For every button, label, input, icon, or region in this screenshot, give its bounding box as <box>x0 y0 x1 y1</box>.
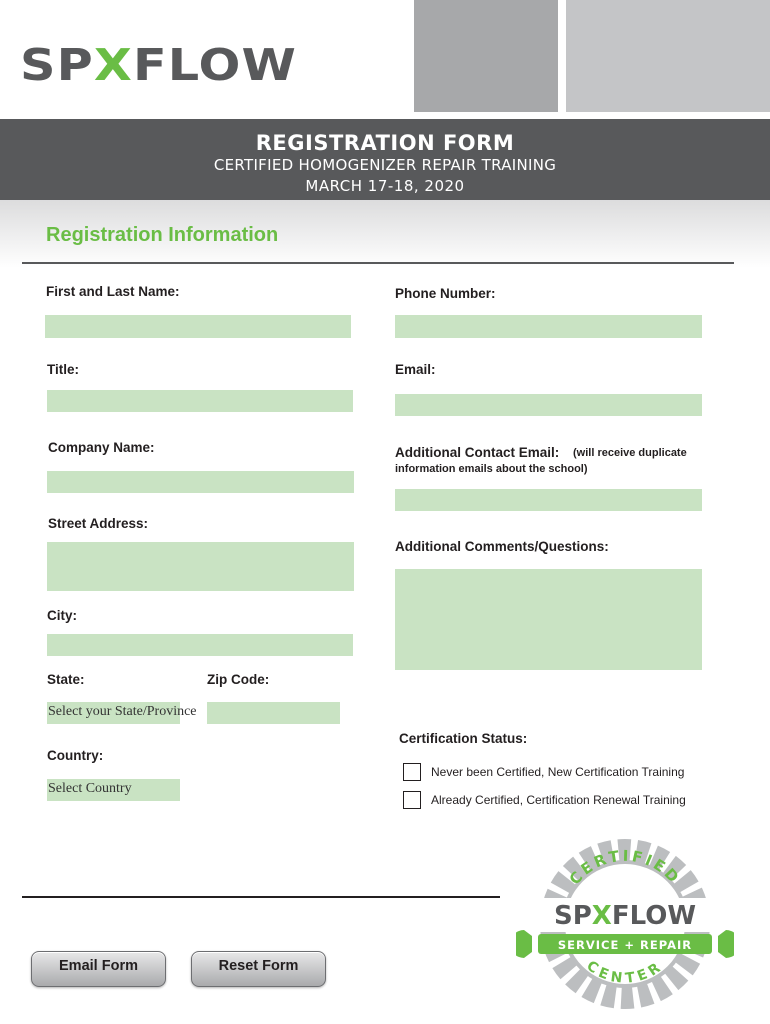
wrench-right-icon <box>718 930 734 958</box>
zip-field[interactable] <box>207 702 340 724</box>
header-gray-block-left <box>414 0 558 112</box>
badge-arc-top: CERTIFIED <box>565 846 685 889</box>
form-title: REGISTRATION FORM <box>255 131 515 155</box>
zip-label: Zip Code: <box>207 672 270 687</box>
renewal-certification-checkbox[interactable] <box>403 791 421 809</box>
street-field[interactable] <box>47 542 354 591</box>
additional-email-label: Additional Contact Email: <box>395 445 560 460</box>
street-label: Street Address: <box>48 516 149 531</box>
form-subtitle: CERTIFIED HOMOGENIZER REPAIR TRAINING <box>213 156 557 174</box>
country-select[interactable] <box>47 779 180 801</box>
phone-field[interactable] <box>395 315 702 338</box>
reset-form-button[interactable]: Reset Form <box>191 951 326 987</box>
email-form-button[interactable]: Email Form <box>31 951 166 987</box>
title-field[interactable] <box>47 390 353 412</box>
city-field[interactable] <box>47 634 353 656</box>
email-field[interactable] <box>395 394 702 416</box>
wrench-left-icon <box>516 930 532 958</box>
name-label: First and Last Name: <box>46 284 180 299</box>
certification-label: Certification Status: <box>399 731 528 746</box>
company-label: Company Name: <box>48 440 155 455</box>
section-title: Registration Information <box>46 224 279 246</box>
comments-field[interactable] <box>395 569 702 670</box>
new-certification-checkbox[interactable] <box>403 763 421 781</box>
section-divider <box>22 262 734 264</box>
country-label: Country: <box>47 748 104 763</box>
company-field[interactable] <box>47 471 354 493</box>
new-certification-label: Never been Certified, New Certification Training <box>431 765 685 779</box>
comments-label: Additional Comments/Questions: <box>395 539 609 554</box>
badge-logo: SPXFLOW <box>553 901 697 931</box>
additional-email-note-line1: (will receive duplicate <box>573 447 687 459</box>
header-gray-block-right <box>566 0 770 112</box>
country-select-value: Select Country <box>48 781 132 796</box>
city-label: City: <box>47 608 77 623</box>
title-label: Title: <box>47 362 80 377</box>
state-label: State: <box>47 672 85 687</box>
bottom-divider <box>22 896 500 898</box>
additional-email-note-line2: information emails about the school) <box>395 463 588 475</box>
badge-band-text: SERVICE + REPAIR <box>557 938 693 952</box>
additional-email-field[interactable] <box>395 489 702 511</box>
phone-label: Phone Number: <box>395 286 496 301</box>
state-select[interactable] <box>47 702 197 724</box>
badge-arc-bottom: CENTER <box>583 957 667 987</box>
email-label: Email: <box>395 362 436 377</box>
spxflow-logo: SPXFLOW <box>20 40 298 91</box>
form-date: MARCH 17-18, 2020 <box>305 177 465 195</box>
title-banner <box>0 119 770 200</box>
certified-service-repair-badge <box>516 838 734 1010</box>
state-select-value: Select your State/Province <box>48 704 197 719</box>
name-field[interactable] <box>45 315 351 338</box>
renewal-certification-label: Already Certified, Certification Renewal Training <box>431 793 686 807</box>
